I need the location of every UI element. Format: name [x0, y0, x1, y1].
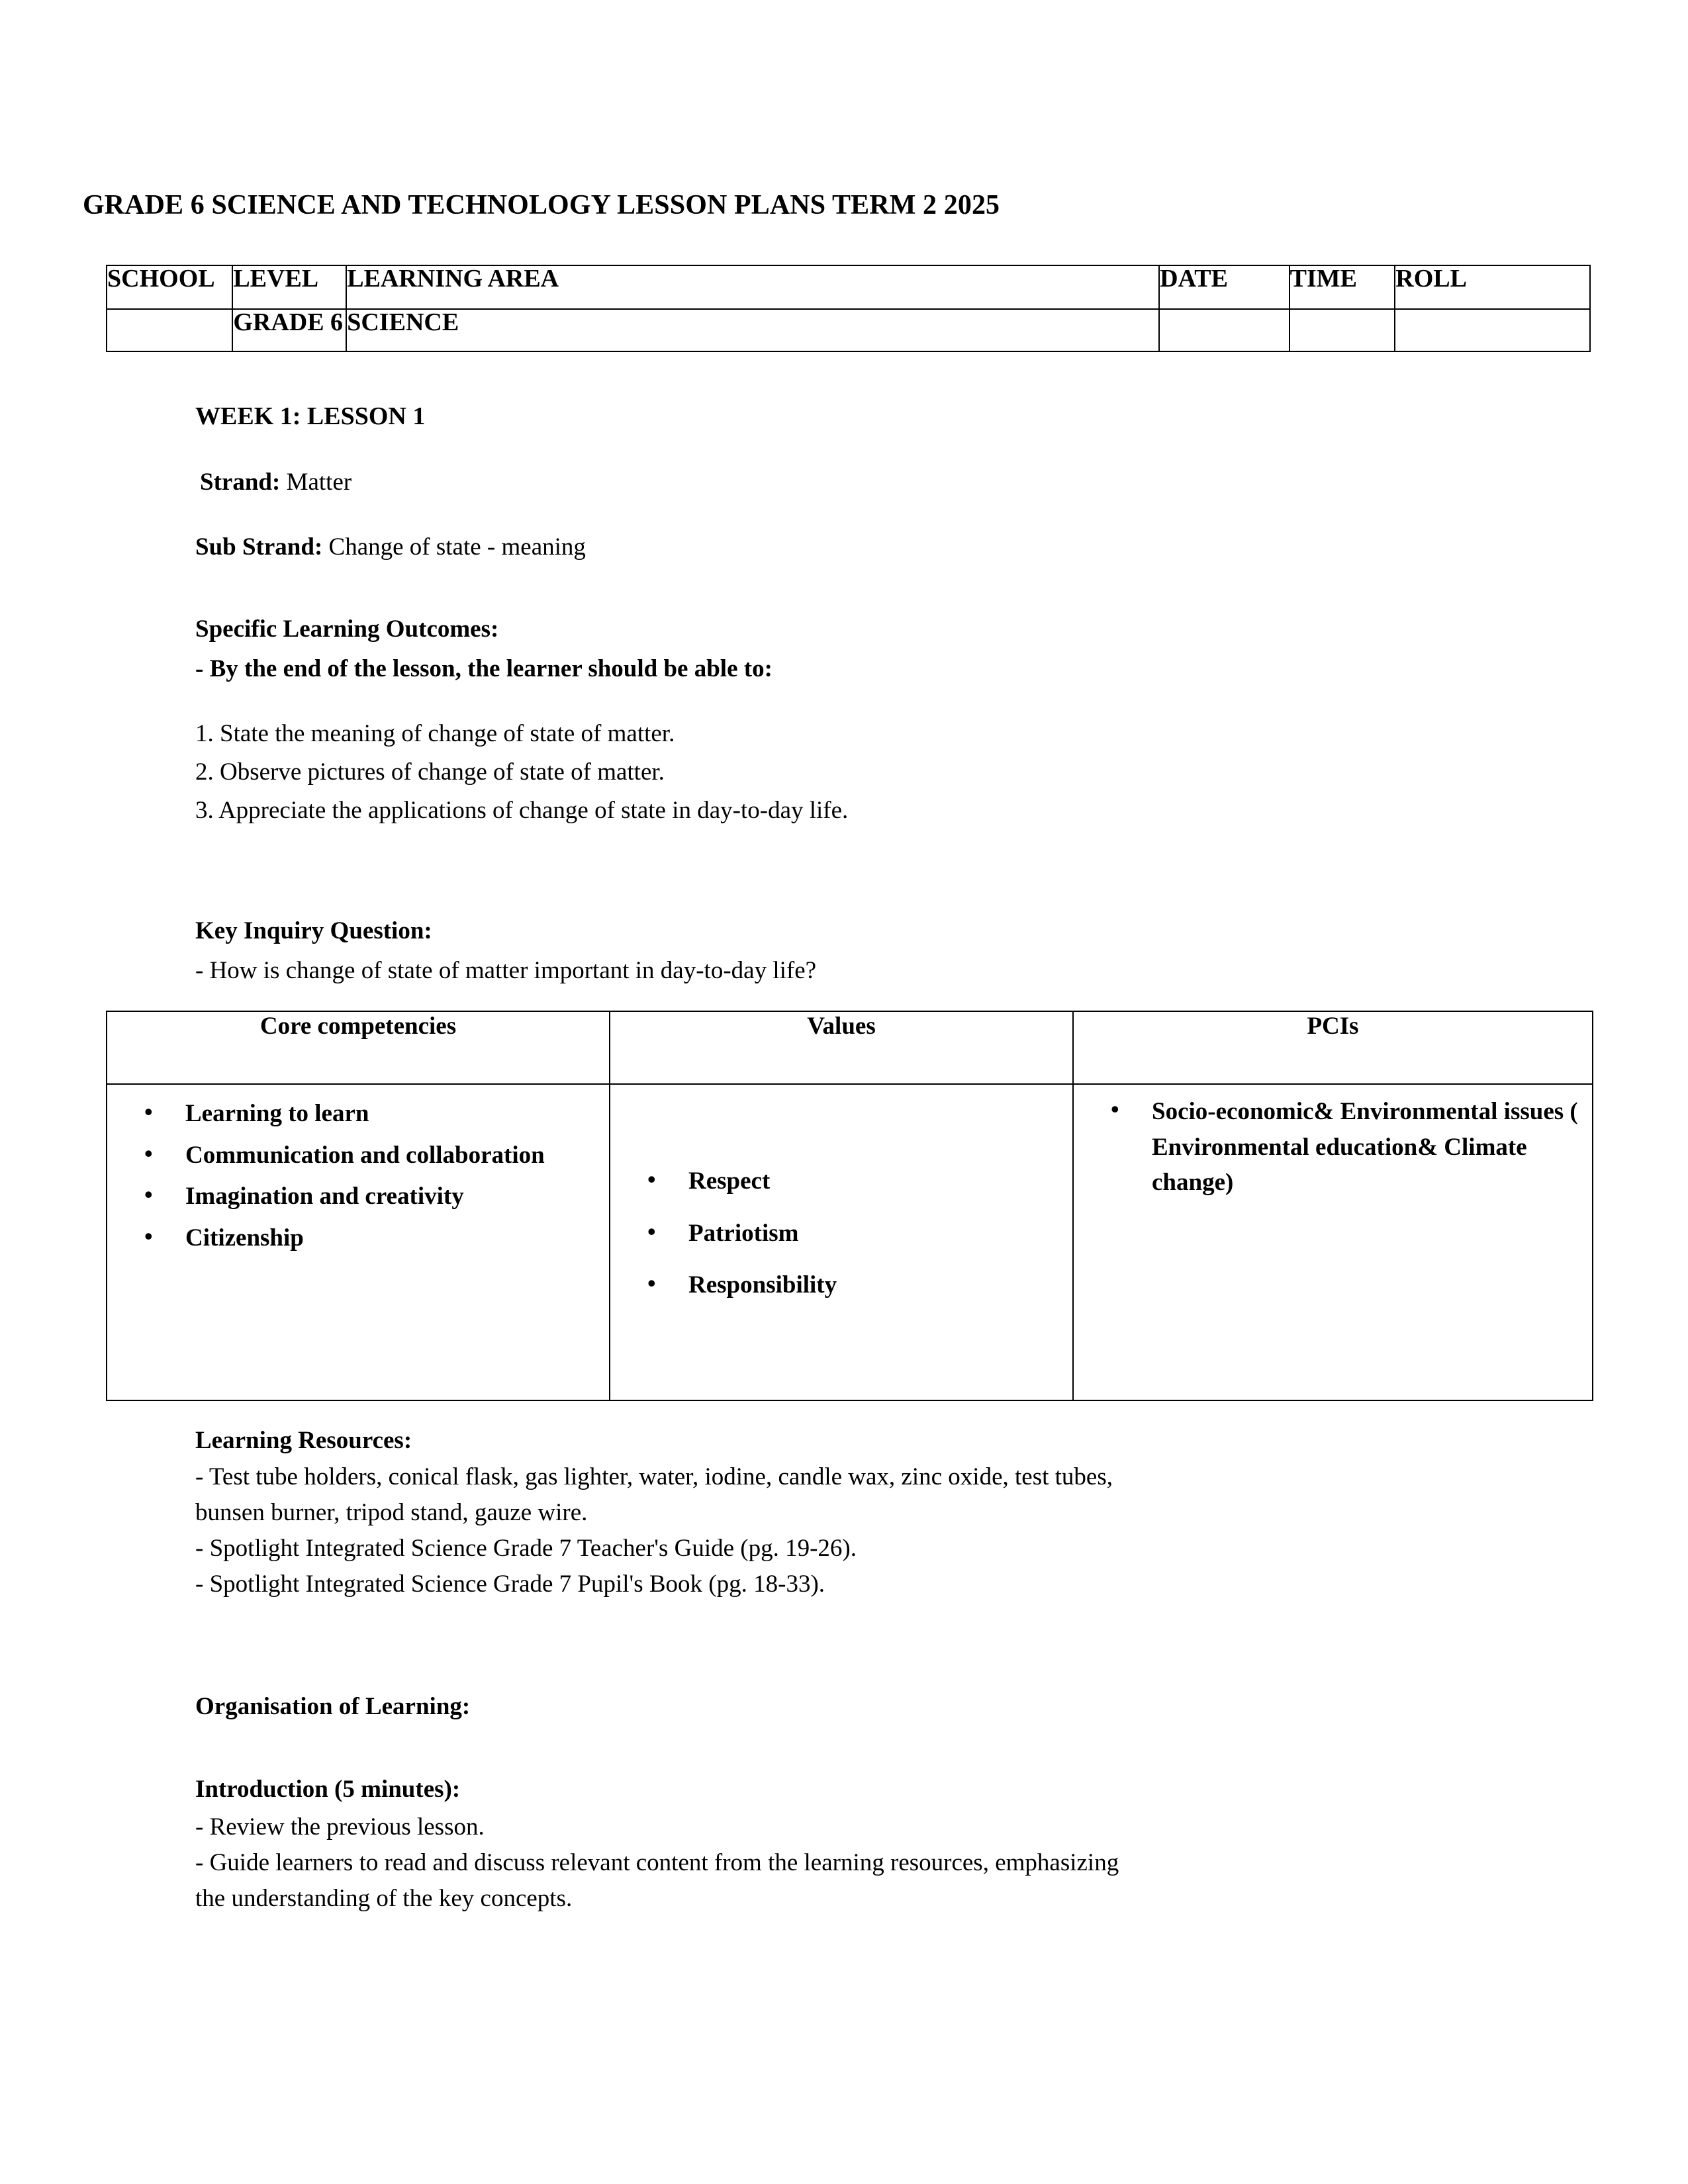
week-lesson-heading: WEEK 1: LESSON 1: [195, 402, 426, 430]
list-item: 2. Observe pictures of change of state of matter.: [195, 758, 665, 786]
list-item-label: Imagination and creativity: [185, 1183, 464, 1210]
table-row: [107, 1084, 1593, 1400]
sub-strand-line: [195, 535, 586, 559]
info-value-date[interactable]: [1159, 309, 1289, 351]
list-item: [107, 1179, 609, 1214]
organisation-of-learning-title: Organisation of Learning:: [195, 1693, 471, 1720]
list-item-label: Patriotism: [688, 1219, 799, 1247]
list-item: [107, 1221, 609, 1256]
info-header-roll: ROLL: [1395, 265, 1590, 309]
bullet-icon: •: [647, 1270, 656, 1297]
page-title: GRADE 6 SCIENCE AND TECHNOLOGY LESSON PLANS TERM 2 2025: [83, 190, 1000, 220]
ccv-header-core-competencies: Core competencies: [107, 1011, 610, 1084]
bullet-icon: •: [144, 1140, 153, 1167]
introduction-list: [195, 1815, 1119, 1922]
strand-value: Matter: [286, 469, 352, 496]
bullet-icon: •: [1111, 1096, 1119, 1122]
ccv-header-values: Values: [610, 1011, 1073, 1084]
list-item: [610, 1216, 1072, 1251]
bullet-icon: •: [144, 1099, 153, 1125]
specific-learning-outcomes-title: Specific Learning Outcomes:: [195, 615, 499, 643]
bullet-icon: •: [647, 1166, 656, 1193]
strand-label: Strand:: [200, 469, 287, 496]
list-item: the understanding of the key concepts.: [195, 1885, 573, 1912]
table-row: [107, 1011, 1593, 1084]
info-header-school: SCHOOL: [107, 265, 232, 309]
info-value-school[interactable]: [107, 309, 232, 351]
values-cell: [610, 1084, 1073, 1400]
sub-strand-value: Change of state - meaning: [328, 533, 586, 561]
specific-learning-outcomes-list: [195, 721, 848, 837]
lesson-info-table: [106, 265, 1591, 352]
list-item: - Guide learners to read and discuss relevant content from the learning resources, emphasizing: [195, 1849, 1119, 1876]
strand-line: [200, 470, 352, 494]
specific-learning-outcomes-subtitle: - By the end of the lesson, the learner should be able to:: [195, 655, 773, 682]
list-item-label: Socio-economic& Environmental issues ( Environmental education& Climate change): [1152, 1098, 1578, 1197]
learning-resources-list: [195, 1465, 1113, 1608]
introduction-title: Introduction (5 minutes):: [195, 1776, 461, 1803]
list-item-label: Learning to learn: [185, 1100, 369, 1127]
learning-resources-title: Learning Resources:: [195, 1427, 412, 1454]
list-item: 1. State the meaning of change of state of matter.: [195, 720, 675, 747]
bullet-icon: •: [144, 1222, 153, 1250]
list-item: [1074, 1094, 1592, 1201]
info-header-time: TIME: [1289, 265, 1395, 309]
competencies-values-pcis-table: [106, 1011, 1591, 1401]
info-value-time[interactable]: [1289, 309, 1395, 351]
list-item: - Spotlight Integrated Science Grade 7 Teacher's Guide (pg. 19-26).: [195, 1535, 857, 1562]
list-item: [610, 1164, 1072, 1199]
core-competencies-cell: [107, 1084, 610, 1400]
info-header-level: LEVEL: [232, 265, 346, 309]
info-value-roll[interactable]: [1395, 309, 1590, 351]
list-item: - Test tube holders, conical flask, gas lighter, water, iodine, candle wax, zinc oxide, test tubes,: [195, 1463, 1113, 1490]
list-item-label: Citizenship: [185, 1224, 304, 1251]
table-row: [107, 265, 1590, 309]
list-item: [107, 1097, 609, 1132]
info-value-level[interactable]: GRADE 6: [232, 309, 346, 351]
list-item: bunsen burner, tripod stand, gauze wire.: [195, 1499, 588, 1526]
bullet-icon: •: [647, 1218, 656, 1245]
info-header-date: DATE: [1159, 265, 1289, 309]
sub-strand-label: Sub Strand:: [195, 533, 329, 561]
pcis-cell: [1073, 1084, 1593, 1400]
info-value-learning-area[interactable]: SCIENCE: [346, 309, 1159, 351]
list-item-label: Communication and collaboration: [185, 1141, 545, 1169]
ccv-header-pcis: PCIs: [1073, 1011, 1593, 1084]
list-item: [107, 1138, 609, 1173]
info-header-learning-area: LEARNING AREA: [346, 265, 1159, 309]
key-inquiry-question-text: - How is change of state of matter important in day-to-day life?: [195, 957, 817, 984]
list-item: - Spotlight Integrated Science Grade 7 Pupil's Book (pg. 18-33).: [195, 1570, 825, 1598]
list-item: [610, 1268, 1072, 1303]
bullet-icon: •: [144, 1181, 153, 1208]
list-item-label: Respect: [688, 1167, 771, 1195]
key-inquiry-question-title: Key Inquiry Question:: [195, 917, 432, 944]
list-item: 3. Appreciate the applications of change of state in day-to-day life.: [195, 797, 849, 824]
list-item-label: Responsibility: [688, 1271, 837, 1299]
list-item: - Review the previous lesson.: [195, 1813, 485, 1841]
table-row: [107, 309, 1590, 351]
